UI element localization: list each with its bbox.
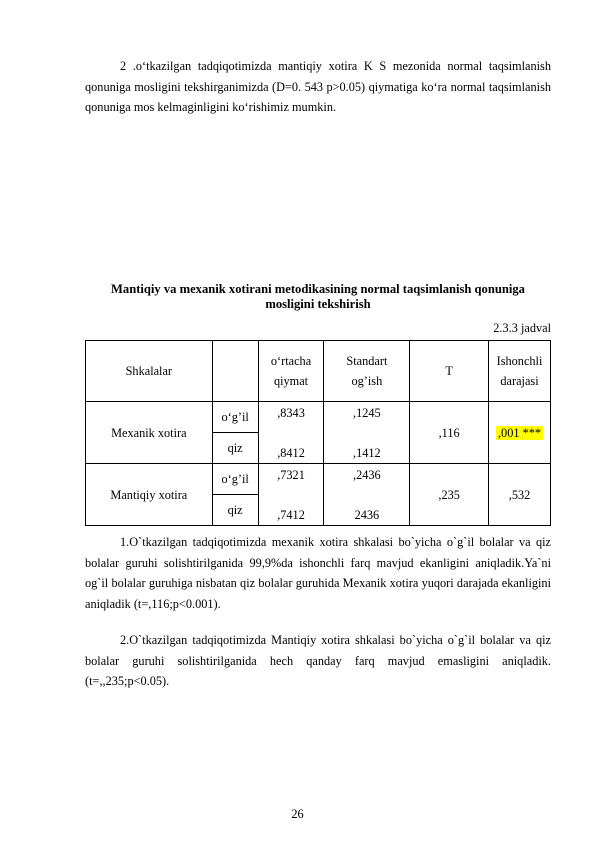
mean-values [258,464,324,526]
header-mean-line2: qiymat [273,374,309,388]
header-significance [489,341,551,402]
finding-1-paragraph: 1.O`tkazilgan tadqiqotimizda mexanik xotira shkalasi bo`yicha o`g`il bolalar va qiz bolalar guruhi solishtirilganida 99,9%da ishonchli farq mavjud ekanligini aniqladik.Ya`ni og`il bolalar guruhiga nisbatan qiz bolalar guruhida Mexanik xotira yuqori darajada ekanligini aniqladik (t=,116;p<0.001). [85,535,551,612]
table-row [86,402,551,433]
sd-value: ,1245 [353,405,381,420]
results-table [85,340,551,526]
intro-paragraph: 2 .o‘tkazilgan tadqiqotimizda mantiqiy xotira K S mezonida normal taqsimlanish qonuniga mosligini tekshirganimizda (D=0. 543 p>0.05) qiymatiga ko‘ra normal taqsimlanish qonuniga mos kelmaginligini ko‘rishimiz mumkin. [85,59,551,115]
significance-value: ,532 [489,464,551,526]
group-label: qiz [212,433,258,464]
table-row [86,464,551,495]
mean-value: ,7412 [277,507,305,522]
header-mean [258,341,324,402]
table-number: 2.3.3 jadval [493,321,551,335]
mean-value: ,8412 [277,445,305,460]
t-value: ,116 [410,402,489,464]
group-label: qiz [212,495,258,526]
header-shkalalar: Shkalalar [86,341,213,402]
group-label: o‘g’il [212,402,258,433]
header-sig-line1: Ishonchli [496,354,543,368]
header-t: T [410,341,489,402]
t-value: ,235 [410,464,489,526]
significance-cell [489,402,551,464]
mean-value: ,8343 [277,405,305,420]
header-sd-line1: Standart [346,354,388,368]
header-empty [212,341,258,402]
scale-name: Mexanik xotira [86,402,213,464]
page-number: 26 [291,807,304,821]
header-mean-line1: o‘rtacha [270,354,312,368]
table-title: Mantiqiy va mexanik xotirani metodikasining normal taqsimlanish qonuniga mosligini tekshirish [111,282,525,311]
header-sd-line2: og’ish [351,374,383,388]
header-sd [324,341,410,402]
mean-value: ,7321 [277,467,305,482]
table-header-row [86,341,551,402]
mean-values [258,402,324,464]
finding-2-paragraph: 2.O`tkazilgan tadqiqotimizda Mantiqiy xotira shkalasi bo`yicha o`g`il bolalar va qiz bolalar guruhi solishtirilganida hech qanday farq mavjud emasligini aniqladik. (t=,,235;p<0.05). [85,633,551,689]
sd-value: ,1412 [353,445,381,460]
group-label: o‘g’il [212,464,258,495]
header-sig-line2: darajasi [500,374,539,388]
sd-values [324,464,410,526]
scale-name: Mantiqiy xotira [86,464,213,526]
sd-values [324,402,410,464]
significance-value-highlighted: ,001 *** [497,425,542,440]
sd-value: 2436 [354,507,380,522]
sd-value: ,2436 [353,467,381,482]
